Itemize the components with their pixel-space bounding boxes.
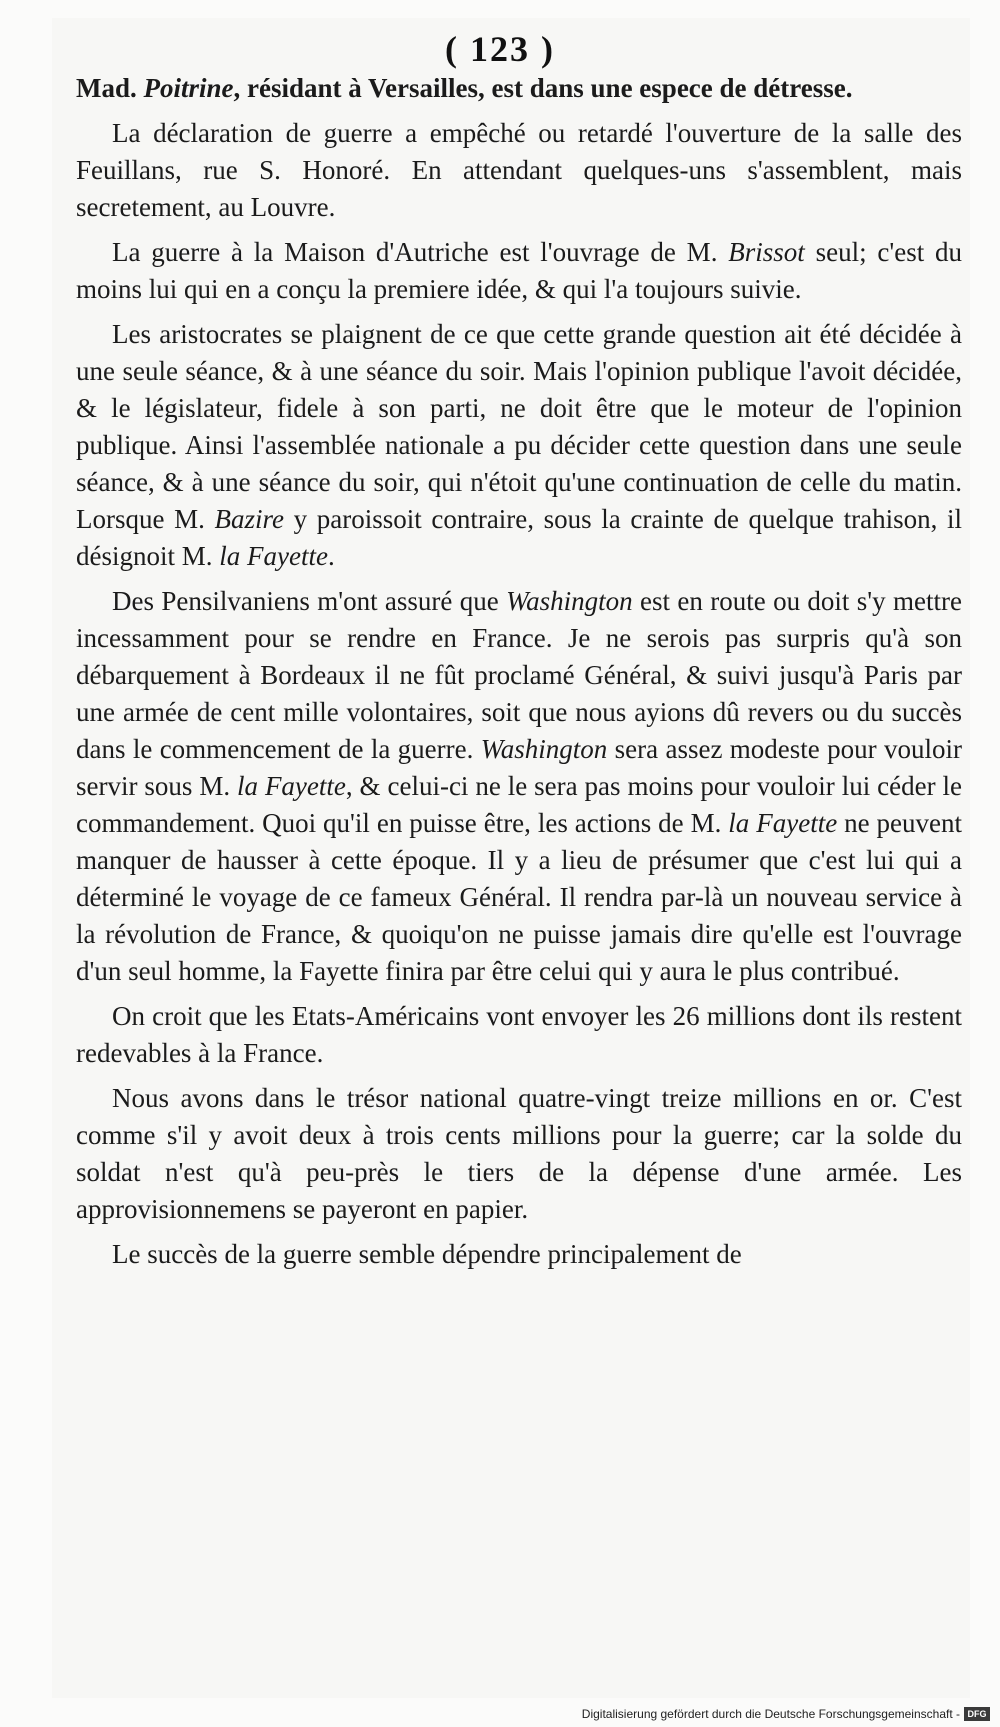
text-run: La guerre à la Maison d'Autriche est l'ouvrage de M. [112,237,729,267]
credit-text: Digitalisierung gefördert durch die Deutsche Forschungsgemeinschaft - [581,1707,960,1721]
text-run: Mad. [76,73,144,103]
text-run: y paroissoit contraire, sous la crainte de quelque trahison, il désignoit M. [76,504,963,571]
paragraph-p1 [76,115,962,226]
paragraph-p4 [76,583,962,990]
text-run: Washington [480,734,608,764]
text-run: , & celui-ci ne le sera pas moins pour vouloir lui céder le commandement. Quoi qu'il en puisse être, les actions de M. [76,771,962,838]
text-run: Bazire [214,504,284,534]
text-run: sera assez modeste pour vouloir servir sous M. [76,734,962,801]
text-run: la Fayette [219,541,328,571]
text-run: est en route ou doit s'y mettre incessamment pour se rendre en France. Je ne serois pas surpris qu'à son débarquement à Bordeaux il ne fût proclamé Général, & suivi jusqu'à Paris par une armée de cent mille volontaires, soit que nous ayions dû revers ou du succès dans le commencement de la guerre. [76,586,962,764]
paragraph-p5 [76,998,962,1072]
dfg-logo-icon: DFG [964,1707,990,1721]
paragraph-p0 [76,70,962,107]
text-run: Washington [506,586,633,616]
text-run: On croit que les Etats-Américains vont envoyer les 26 millions dont ils restent redevables à la France. [76,1001,962,1068]
text-run: Les aristocrates se plaignent de ce que cette grande question ait été décidée à une seule séance, & à une séance du soir. Mais l'opinion publique l'avoit décidée, & le législateur, fidele à son parti, ne doit être que le moteur de l'opinion publique. Ainsi l'assemblée nationale a pu décider cette question dans une seule séance, & à une séance du soir, qui n'étoit qu'une continuation de celle du matin. Lorsque M. [76,319,962,534]
text-run: Poitrine [143,73,234,103]
body-text [76,70,962,1281]
text-run: Le succès de la guerre semble dépendre principalement de [112,1239,742,1269]
page-number: ( 123 ) [445,29,555,69]
text-run: ne peuvent manquer de hausser à cette époque. Il y a lieu de présumer que c'est lui qui a déterminé le voyage de ce fameux Général. Il rendra par-là un nouveau service à la révolution de France, & quoiqu'on ne puisse jamais dire qu'elle est l'ouvrage d'un seul homme, la Fayette finira par être celui qui y aura le plus contribué. [76,808,963,986]
text-run: , résidant à Versailles, est dans une espece de détresse. [233,73,853,103]
text-run: Des Pensilvaniens m'ont assuré que [112,586,507,616]
text-run: La déclaration de guerre a empêché ou retardé l'ouverture de la salle des Feuillans, rue S. Honoré. En attendant quelques-uns s'assemblent, mais secretement, au Louvre. [76,118,962,222]
paragraph-p2 [76,234,962,308]
paragraph-p7 [76,1236,962,1273]
paragraph-p3 [76,316,962,575]
paragraph-p6 [76,1080,962,1228]
text-run: la Fayette [237,771,346,801]
text-run: . [327,541,335,571]
text-run: la Fayette [728,808,838,838]
text-run: Brissot [728,237,805,267]
text-run: Nous avons dans le trésor national quatre-vingt treize millions en or. C'est comme s'il y avoit deux à trois cents millions pour la guerre; car la solde du soldat n'est qu'à peu-près le tiers de la dépense d'une armée. Les approvisionnemens se payeront en papier. [76,1083,962,1224]
digitization-credit [582,1707,990,1721]
text-run: seul; c'est du moins lui qui en a conçu la premiere idée, & qui l'a toujours suivie. [76,237,963,304]
